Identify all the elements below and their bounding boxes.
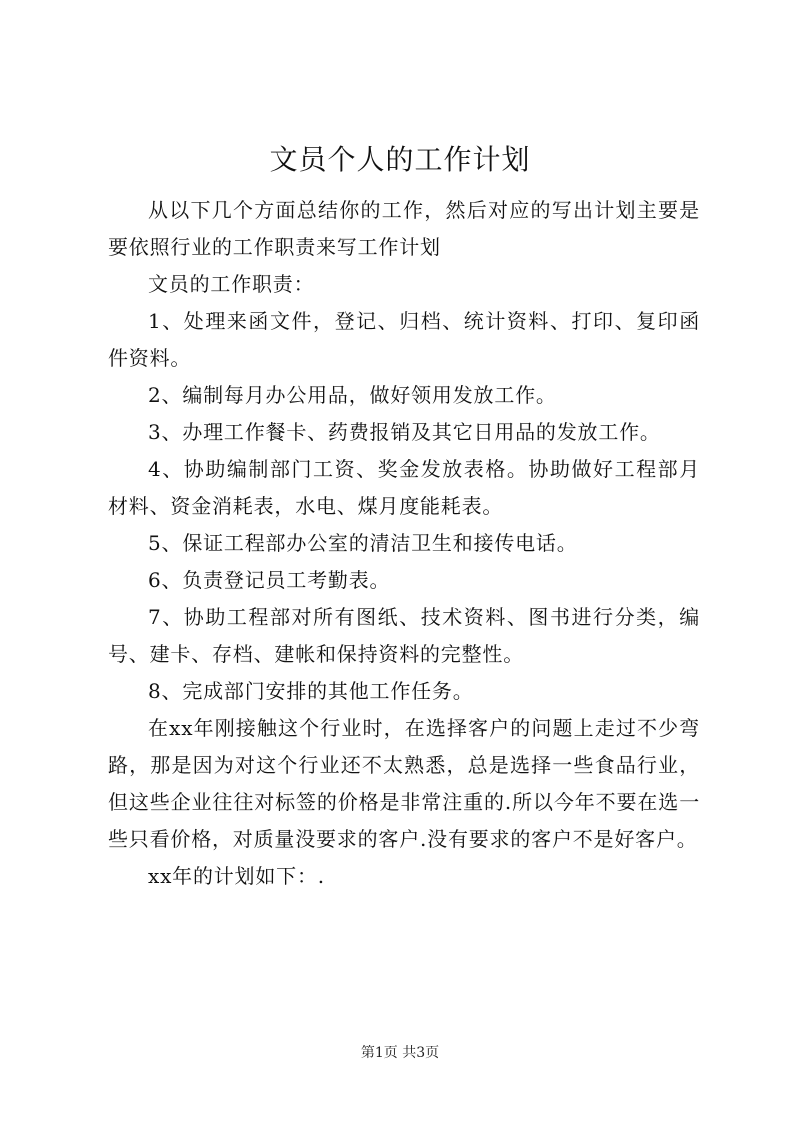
duties-heading: 文员的工作职责： <box>148 272 315 296</box>
intro-paragraph: 从以下几个方面总结你的工作，然后对应的写出计划主要是要依照行业的工作职责来写工作计划 <box>108 198 700 259</box>
document-title: 文员个人的工作计划 <box>269 143 531 176</box>
duty-item-3: 3、办理工作餐卡、药费报销及其它日用品的发放工作。 <box>148 420 661 444</box>
duty-item-8: 8、完成部门安排的其他工作任务。 <box>148 679 474 703</box>
duty-item-5: 5、保证工程部办公室的清洁卫生和接传电话。 <box>148 531 578 555</box>
duty-item-7: 7、协助工程部对所有图纸、技术资料、图书进行分类，编号、建卡、存档、建帐和保持资料的完整性。 <box>108 605 700 666</box>
document-body <box>108 192 700 895</box>
reflection-paragraph: 在xx年刚接触这个行业时，在选择客户的问题上走过不少弯路，那是因为对这个行业还不太熟悉，总是选择一些食品行业，但这些企业往往对标签的价格是非常注重的.所以今年不要在选一些只看价格，对质量没要求的客户.没有要求的客户不是好客户。 <box>108 716 700 851</box>
page-number-footer: 第1页 共3页 <box>360 1045 440 1061</box>
duty-item-2: 2、编制每月办公用品，做好领用发放工作。 <box>148 383 557 407</box>
duty-item-6: 6、负责登记员工考勤表。 <box>148 568 391 592</box>
duty-item-4: 4、协助编制部门工资、奖金发放表格。协助做好工程部月材料、资金消耗表，水电、煤月度能耗表。 <box>108 457 700 518</box>
duty-item-1: 1、处理来函文件，登记、归档、统计资料、打印、复印函件资料。 <box>108 309 700 370</box>
plan-intro-paragraph: xx年的计划如下：. <box>148 864 325 888</box>
